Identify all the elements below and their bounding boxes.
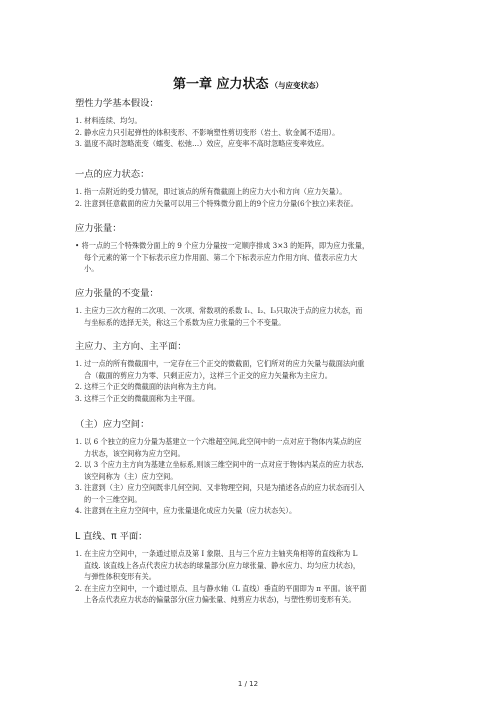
list-item: 2. 静水应力只引起弹性的体积变形、不影响塑性剪切变形（岩土、软金属不适用）。: [75, 127, 340, 137]
section-tensor-invariants: [75, 287, 435, 328]
section-l-line-pi-plane: [75, 530, 435, 606]
list-item: 1. 指一点附近的受力情况，即过该点的所有微截面上的应力大小和方向（应力矢量）。: [75, 187, 347, 196]
section-heading: L 直线、π 平面：: [75, 531, 148, 542]
list-item-continued: 力状态，该空间称为应力空间。: [84, 448, 185, 458]
section-heading: 一点的应力状态：: [75, 169, 150, 180]
list-item: 3. 注意到（主）应力空间既非几何空间、又非物理空间，只是为描述各点的应力状态而引入: [75, 483, 365, 492]
list-item-continued: 合（截面的剪应力为零、只剩正应力），这样三个正交的应力矢量称为主应力。: [84, 370, 332, 380]
list-item: 2. 注意到任意截面的应力矢量可以用三个特殊微分面上的9个应力分量(6个独立)来表征。: [75, 198, 358, 208]
list-item: 2. 在主应力空间中，一个通过原点、且与静水轴（L 直线）垂直的平面即为 π 平面。该平面: [75, 583, 367, 593]
section-basic-assumptions: [75, 97, 435, 150]
list-item-continued: 小。: [84, 264, 99, 273]
list-item-continued: 的一个三维空间。: [84, 494, 142, 504]
list-item: 1. 过一点的所有微截面中，一定存在三个正交的微截面，它们所对的应力矢量与截面法向重: [75, 359, 365, 368]
section-principal-stress: [75, 340, 435, 404]
list-item-continued: 与弹性体积变形有关。: [84, 572, 156, 581]
chapter-title: [0, 73, 496, 92]
list-item: 2. 这样三个正交的微截面的法向称为主方向。: [75, 382, 221, 391]
list-item: 4. 注意到在主应力空间中，应力张量退化成应力矢量（应力状态矢）。: [75, 506, 297, 515]
section-heading: 塑性力学基本假设：: [75, 98, 159, 109]
list-item-continued: 与坐标系的选择无关，称这三个系数为应力张量的三个不变量。: [84, 317, 286, 327]
section-heading: 应力张量：: [75, 223, 122, 234]
list-item-continued: 直线. 该直线上各点代表应力状态的球量部分(应力球张量、静水应力、均匀应力状态)，: [84, 560, 361, 570]
list-item: • 将一点的三个特殊微分面上的 9 个应力分量按一定顺序排成 3×3 的矩阵，即为应力张量，: [75, 241, 370, 250]
chapter-title-main: 第一章 应力状态: [172, 77, 269, 92]
section-point-stress-state: [75, 168, 435, 209]
section-heading: （主）应力空间：: [75, 419, 150, 430]
list-item: 3. 温度不高时忽略流变（蠕变、松弛…）效应，应变率不高时忽略应变率效应。: [75, 139, 329, 148]
section-heading: 应力张量的不变量：: [75, 288, 159, 299]
list-item-continued: 每个元素的第一个下标表示应力作用面、第二个下标表示应力作用方向、值表示应力大: [84, 252, 358, 262]
section-heading: 主应力、主方向、主平面：: [75, 341, 187, 352]
chapter-title-sub: （与应变状态）: [270, 81, 324, 90]
list-item: 1. 在主应力空间中，一条通过原点及第 Ⅰ 象限、且与三个应力主轴夹角相等的直线称为 L: [75, 549, 358, 558]
list-item: 3. 这样三个正交的微截面称为主平面。: [75, 393, 200, 403]
list-item-continued: 该空间称为（主）应力空间。: [84, 471, 178, 481]
list-item: 2. 以 3 个应力主方向为基建立坐标系,则该三维空间中的一点对应于物体内某点的应力状态,: [75, 460, 364, 469]
list-item: 1. 以 6 个独立的应力分量为基建立一个六维超空间,此空间中的一点对应于物体内某点的应: [75, 437, 362, 446]
list-item: 1. 主应力三次方程的二次项、一次项、常数项的系数 I₁、I₂、I₃只取决于点的应力状态，而: [75, 306, 363, 315]
section-stress-tensor: [75, 222, 435, 275]
page-number: 1 / 12: [237, 680, 259, 688]
list-item-continued: 上各点代表应力状态的偏量部分(应力偏张量、纯剪应力状态)，与塑性剪切变形有关。: [84, 595, 356, 604]
list-item: 1. 材料连续、均匀。: [75, 116, 142, 125]
section-stress-space: [75, 418, 435, 517]
